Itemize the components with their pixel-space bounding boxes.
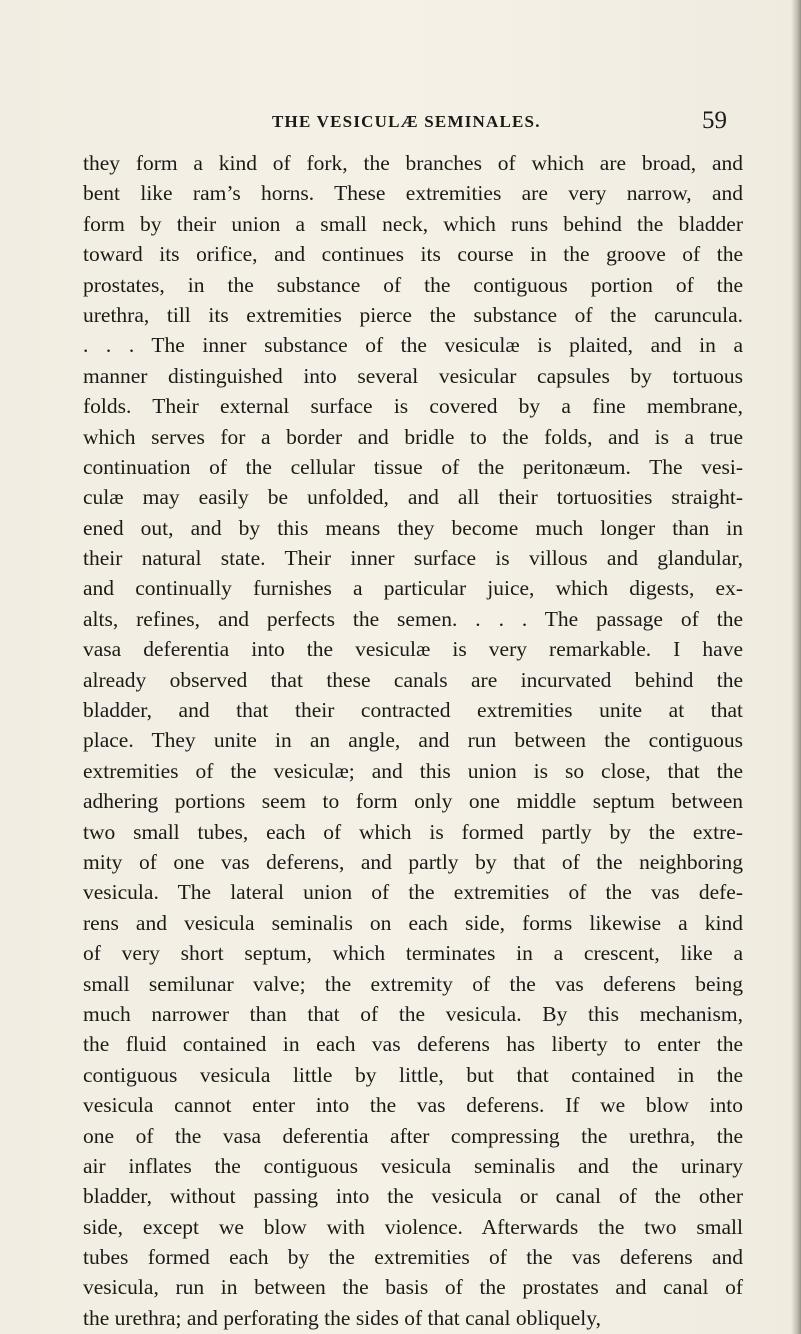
text-line: which serves for a border and bridle to the folds, and is a true	[83, 424, 743, 449]
text-line: adhering portions seem to form only one middle septum between	[83, 789, 743, 814]
text-line: vesicula. The lateral union of the extremities of the vas defe-	[83, 880, 743, 905]
text-line: rens and vesicula seminalis on each side, forms likewise a kind	[83, 910, 743, 935]
text-line: the fluid contained in each vas deferens has liberty to enter the	[83, 1032, 743, 1057]
running-title: THE VESICULÆ SEMINALES.	[272, 112, 541, 131]
text-line: place. They unite in an angle, and run between the contiguous	[83, 728, 743, 753]
text-line: the urethra; and perforating the sides of that canal obliquely,	[83, 1305, 602, 1330]
text-line: vesicula cannot enter into the vas deferens. If we blow into	[83, 1093, 743, 1118]
text-line: of very short septum, which terminates in a crescent, like a	[83, 941, 743, 966]
text-line: bladder, without passing into the vesicula or canal of the other	[83, 1184, 743, 1209]
text-line: two small tubes, each of which is formed partly by the extre-	[83, 819, 743, 844]
text-line: prostates, in the substance of the contiguous portion of the	[83, 272, 743, 297]
body-text	[83, 148, 743, 1333]
text-line: mity of one vas deferens, and partly by that of the neighboring	[83, 849, 743, 874]
text-line: already observed that these canals are incurvated behind the	[83, 667, 743, 692]
text-line: vasa deferentia into the vesiculæ is very remarkable. I have	[83, 637, 743, 662]
text-line: toward its orifice, and continues its course in the groove of the	[83, 242, 743, 267]
text-line: tubes formed each by the extremities of the vas deferens and	[83, 1245, 743, 1270]
text-line: bent like ram’s horns. These extremities are very narrow, and	[83, 181, 743, 206]
text-line: contiguous vesicula little by little, but that contained in the	[83, 1062, 743, 1087]
text-line: much narrower than that of the vesicula. By this mechanism,	[83, 1001, 743, 1026]
text-line: manner distinguished into several vesicular capsules by tortuous	[83, 363, 743, 388]
text-line: . . . The inner substance of the vesiculæ is plaited, and in a	[83, 333, 743, 358]
text-line: continuation of the cellular tissue of the peritonæum. The vesi-	[83, 454, 743, 479]
text-line: their natural state. Their inner surface is villous and glandular,	[83, 546, 743, 571]
text-line: alts, refines, and perfects the semen. . . . The passage of the	[83, 606, 743, 631]
text-line: and continually furnishes a particular juice, which digests, ex-	[83, 576, 743, 601]
text-line: one of the vasa deferentia after compressing the urethra, the	[83, 1123, 743, 1148]
text-line: bladder, and that their contracted extremities unite at that	[83, 698, 743, 723]
text-line: urethra, till its extremities pierce the substance of the caruncula.	[83, 302, 743, 327]
text-line: folds. Their external surface is covered by a fine membrane,	[83, 394, 743, 419]
text-line: culæ may easily be unfolded, and all their tortuosities straight-	[83, 485, 743, 510]
text-line: extremities of the vesiculæ; and this union is so close, that the	[83, 758, 743, 783]
text-line: air inflates the contiguous vesicula seminalis and the urinary	[83, 1153, 743, 1178]
text-line: form by their union a small neck, which runs behind the bladder	[83, 211, 743, 236]
text-line: ened out, and by this means they become much longer than in	[83, 515, 743, 540]
text-line: side, except we blow with violence. Afterwards the two small	[83, 1214, 743, 1239]
page-number: 59	[702, 107, 727, 134]
text-line: small semilunar valve; the extremity of the vas deferens being	[83, 971, 743, 996]
page-edge-shadow	[791, 0, 801, 1334]
text-line: they form a kind of fork, the branches of which are broad, and	[83, 151, 743, 175]
text-line: vesicula, run in between the basis of the prostates and canal of	[83, 1275, 743, 1300]
running-header	[0, 107, 801, 142]
